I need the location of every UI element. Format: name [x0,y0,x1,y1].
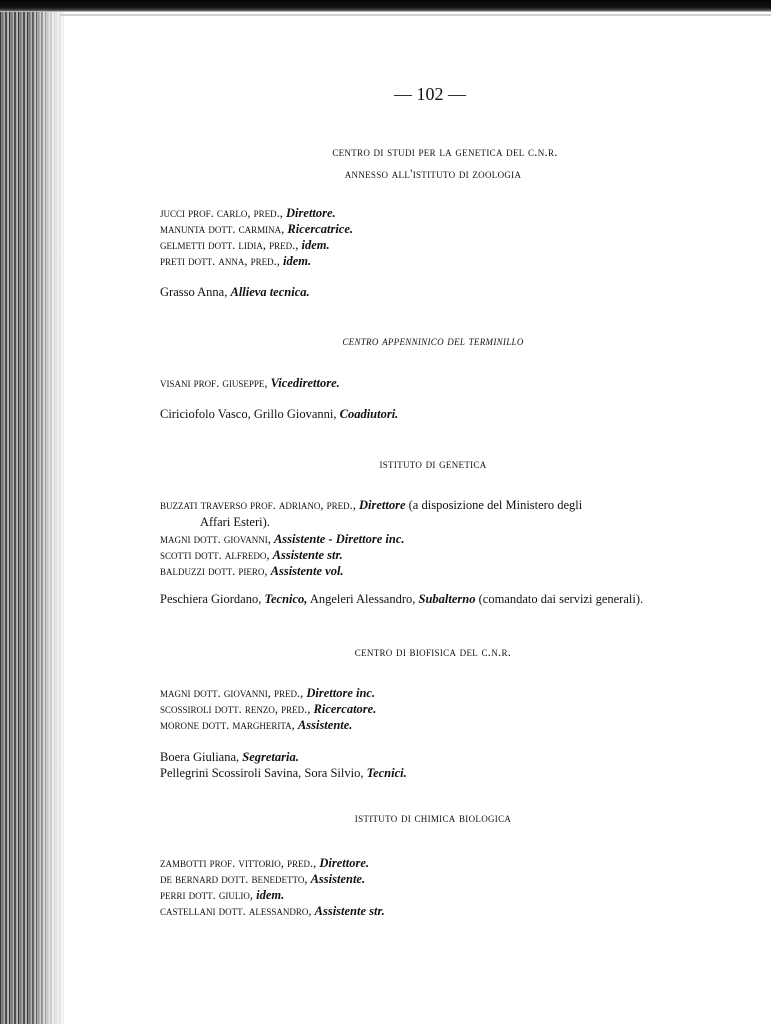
staff-entry: manunta dott. carmina, Ricercatrice. [160,222,354,236]
staff-entry: balduzzi dott. piero, Assistente vol. [160,564,344,578]
staff-entry: Grasso Anna, Allieva tecnica. [160,285,310,299]
staff-entry: magni dott. giovanni, Assistente - Direttore inc. [160,532,405,546]
staff-entry: Boera Giuliana, Segretaria. [160,750,299,764]
section-subheading: annesso all'istituto di zoologia [344,167,522,181]
staff-entry: jucci prof. carlo, pred., Direttore. [160,206,336,220]
section-heading: centro di studi per la genetica del c.n.r. [332,145,558,159]
staff-entry: de bernard dott. benedetto, Assistente. [160,872,366,886]
staff-entry: perri dott. giulio, idem. [160,888,285,902]
section-heading: istituto di genetica [379,457,487,471]
staff-entry: preti dott. anna, pred., idem. [160,254,312,268]
scan-top-edge [0,0,771,12]
section-heading: centro appenninico del terminillo [342,334,524,348]
staff-entry: gelmetti dott. lidia, pred., idem. [160,238,330,252]
section-heading: centro di biofisica del c.n.r. [354,645,512,659]
staff-entry: magni dott. giovanni, pred., Direttore inc. [160,686,376,700]
staff-entry: Peschiera Giordano, Tecnico, Angeleri Alessandro, Subalterno (comandato dai servizi generali). [160,592,644,606]
staff-entry: Pellegrini Scossiroli Savina, Sora Silvio, Tecnici. [160,766,407,780]
staff-entry: visani prof. giuseppe, Vicedirettore. [160,376,340,390]
staff-entry: scossiroli dott. renzo, pred., Ricercatore. [160,702,377,716]
staff-entry: scotti dott. alfredo, Assistente str. [160,548,343,562]
staff-entry: Ciriciofolo Vasco, Grillo Giovanni, Coadiutori. [160,407,399,421]
staff-entry: morone dott. margherita, Assistente. [160,718,353,732]
section-heading: istituto di chimica biologica [354,811,512,825]
staff-entry: zambotti prof. vittorio, pred., Direttore. [160,856,369,870]
scan-top-line [60,14,771,16]
staff-entry: castellani dott. alessandro, Assistente str. [160,904,385,918]
page-number: — 102 — [394,84,466,104]
staff-entry: buzzati traverso prof. adriano, pred., Direttore (a disposizione del Ministero degli Affari Esteri). [160,498,583,529]
